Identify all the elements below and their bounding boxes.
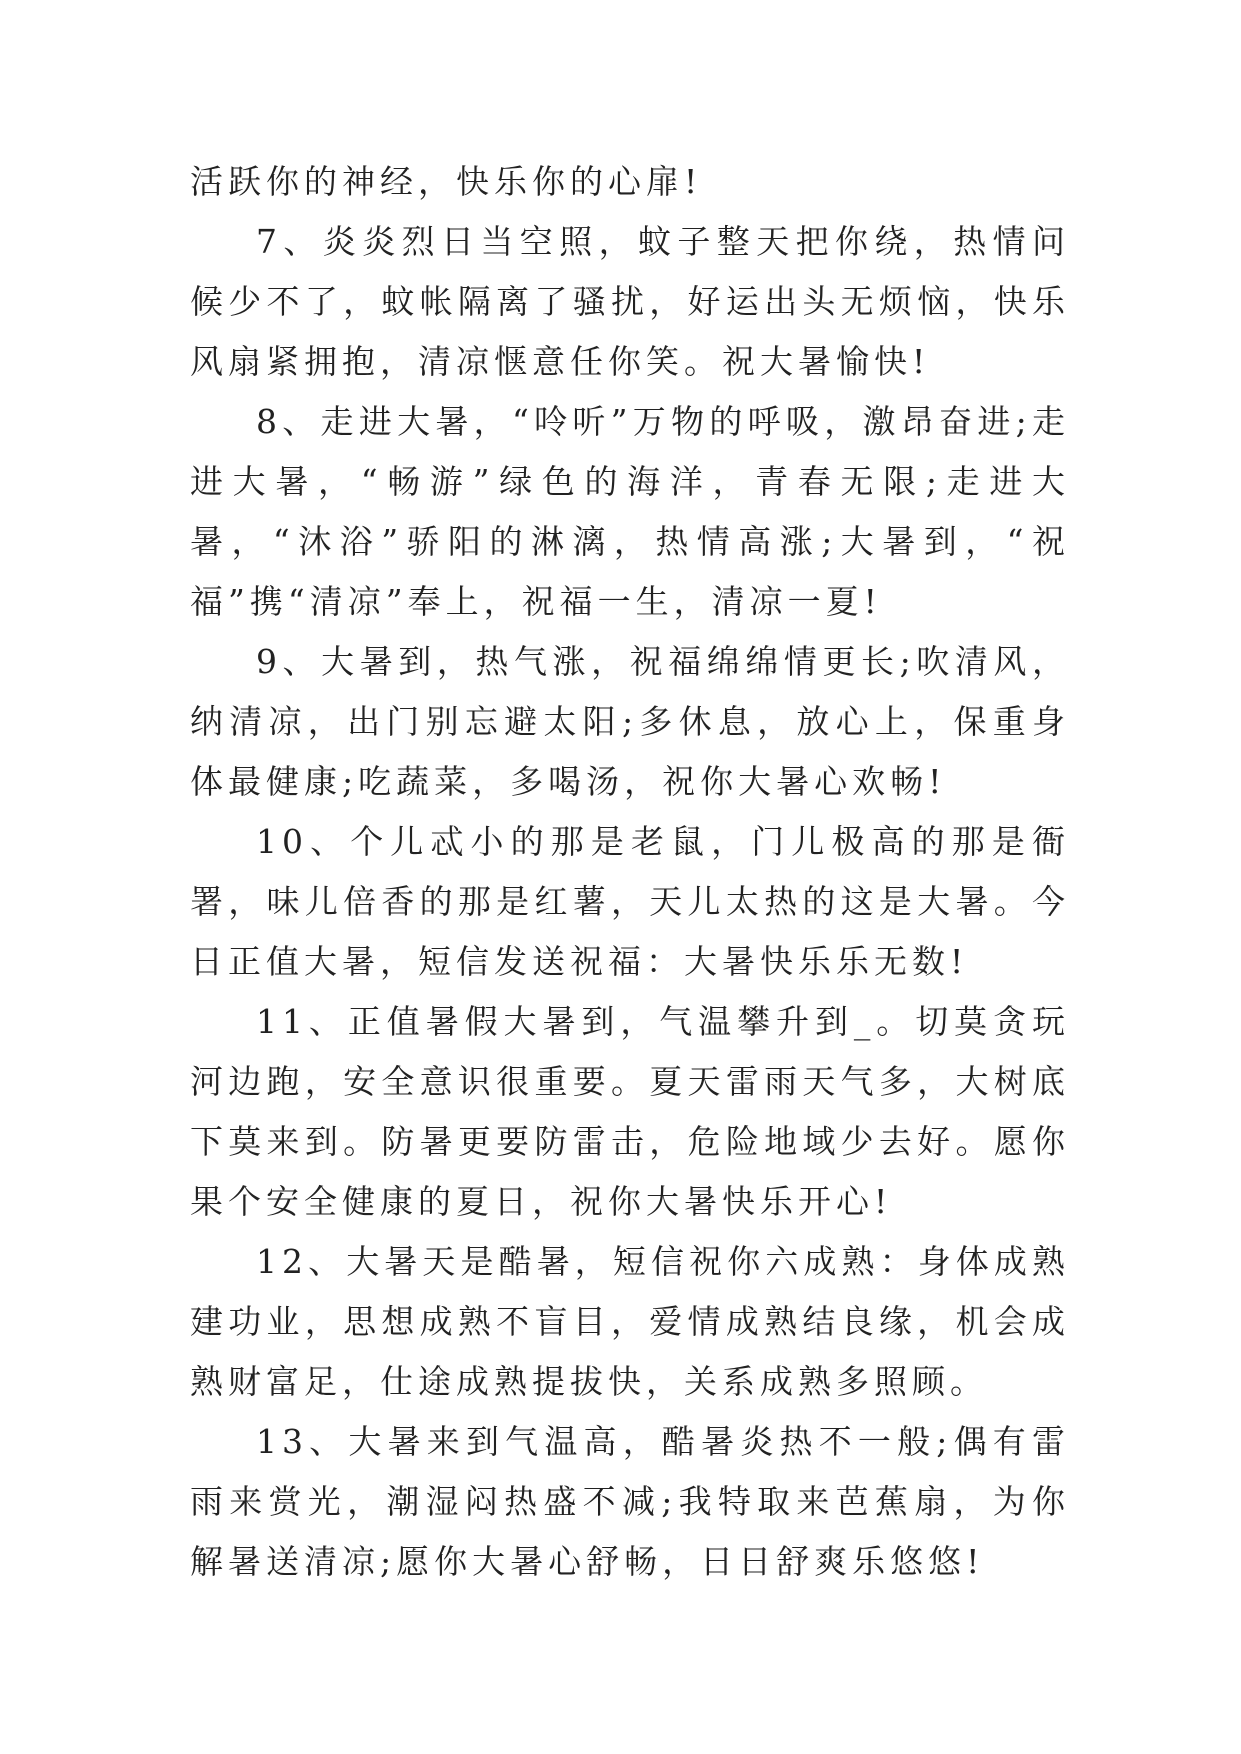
paragraph-8: 8、走进大暑，“呤听”万物的呼吸，激昂奋进;走进大暑，“畅游”绿色的海洋，青春无限;走进大暑，“沐浴”骄阳的淋漓，热情高涨;大暑到，“祝福”携“清凉”奉上，祝福一生，清凉一夏! <box>190 402 1070 621</box>
paragraph-continuation: 活跃你的神经，快乐你的心扉! <box>190 162 703 201</box>
paragraph-10: 10、个儿忒小的那是老鼠，门儿极高的那是衙署，味儿倍香的那是红薯，天儿太热的这是大暑。今日正值大暑，短信发送祝福：大暑快乐乐无数! <box>190 822 1070 981</box>
paragraph-7: 7、炎炎烈日当空照，蚊子整天把你绕，热情问候少不了，蚊帐隔离了骚扰，好运出头无烦恼，快乐风扇紧拥抱，清凉惬意任你笑。祝大暑愉快! <box>190 222 1070 381</box>
paragraph-11: 11、正值暑假大暑到，气温攀升到_。切莫贪玩河边跑，安全意识很重要。夏天雷雨天气多，大树底下莫来到。防暑更要防雷击，危险地域少去好。愿你果个安全健康的夏日，祝你大暑快乐开心! <box>190 1002 1070 1221</box>
document-body <box>190 152 1070 1592</box>
paragraph-9: 9、大暑到，热气涨，祝福绵绵情更长;吹清风，纳清凉，出门别忘避太阳;多休息，放心上，保重身体最健康;吃蔬菜，多喝汤，祝你大暑心欢畅! <box>190 642 1070 801</box>
paragraph-12: 12、大暑天是酷暑，短信祝你六成熟：身体成熟建功业，思想成熟不盲目，爱情成熟结良缘，机会成熟财富足，仕途成熟提拔快，关系成熟多照顾。 <box>190 1242 1070 1401</box>
paragraph-13: 13、大暑来到气温高，酷暑炎热不一般;偶有雷雨来赏光，潮湿闷热盛不减;我特取来芭蕉扇，为你解暑送清凉;愿你大暑心舒畅，日日舒爽乐悠悠! <box>190 1422 1070 1581</box>
